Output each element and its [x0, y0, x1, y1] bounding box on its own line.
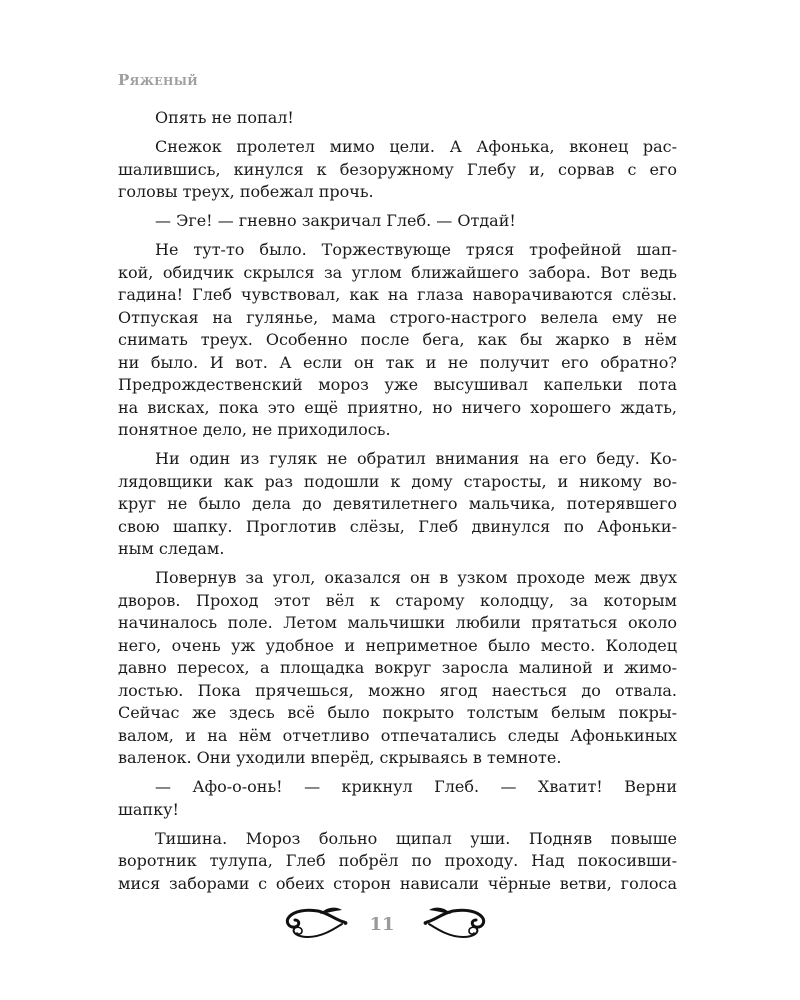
- running-title: Ряженый: [118, 71, 198, 89]
- flourish-right-icon: [423, 902, 495, 944]
- text-line: — Афо-о-онь! — крикнул Глеб. — Хватит! Верни: [155, 777, 677, 796]
- text-line: круг не было дела до девятилетнего мальчика, потерявшего: [118, 494, 677, 513]
- text-line: валенок. Они уходили вперёд, скрываясь в темноте.: [118, 748, 562, 767]
- text-line: Сейчас же здесь всё было покрыто толстым белым покры-: [118, 703, 677, 722]
- text-line: Тишина. Мороз больно щипал уши. Подняв повыше: [155, 828, 677, 848]
- text-line: лостью. Пока прячешься, можно ягод наесться до отвала.: [118, 680, 677, 700]
- text-line: кой, обидчик скрылся за углом ближайшего забора. Вот ведь: [118, 262, 677, 282]
- paragraph: [118, 448, 677, 561]
- text-line: лядовщики как раз подошли к дому старосты, и никому во-: [118, 471, 677, 491]
- text-line: валом, и на нём отчетливо отпечатались следы Афонькиных: [118, 725, 677, 745]
- flourish-left-icon: [276, 902, 348, 944]
- paragraph: [118, 239, 677, 442]
- text-line: гадина! Глеб чувствовал, как на глаза наворачиваются слёзы.: [118, 285, 677, 304]
- text-line: шапку!: [118, 799, 179, 819]
- text-line: него, очень уж удобное и неприметное было место. Колодец: [118, 635, 677, 655]
- text-line: мися заборами с обеих сторон нависали чёрные ветви, голоса: [118, 873, 677, 893]
- text-line: Опять не попал!: [155, 108, 294, 127]
- text-line: начиналось поле. Летом мальчишки любили прятаться около: [118, 613, 677, 632]
- paragraph: [118, 136, 677, 204]
- paragraph: [118, 828, 677, 896]
- text-line: давно пересох, а площадка вокруг заросла малиной и жимо-: [118, 658, 677, 677]
- text-line: на висках, пока это ещё приятно, но ничего хорошего ждать,: [118, 397, 677, 417]
- paragraph: [118, 567, 677, 770]
- text-line: Ни один из гуляк не обратил внимания на его беду. Ко-: [155, 449, 677, 468]
- text-line: снимать треух. Особенно после бега, как бы жарко в нём: [118, 330, 677, 349]
- text-line: Предрождественский мороз уже высушивал капельки пота: [118, 375, 677, 394]
- text-line: Снежок пролетел мимо цели. А Афонька, вконец рас-: [155, 137, 677, 156]
- page-number: 11: [369, 914, 395, 935]
- text-line: — Эге! — гневно закричал Глеб. — Отдай!: [155, 211, 516, 230]
- text-body: [118, 107, 677, 895]
- text-line: Отпуская на гулянье, мама строго-настрого велела ему не: [118, 307, 677, 327]
- text-line: головы треух, побежал прочь.: [118, 182, 374, 201]
- paragraph: [118, 107, 677, 130]
- text-line: ни было. И вот. А если он так и не получит его обратно?: [118, 352, 677, 372]
- text-line: ным следам.: [118, 539, 225, 558]
- paragraph: [118, 776, 677, 821]
- paragraph: [118, 210, 677, 233]
- text-line: дворов. Проход этот вёл к старому колодцу, за которым: [118, 590, 677, 610]
- text-line: Повернув за угол, оказался он в узком проходе меж двух: [155, 568, 677, 587]
- text-line: свою шапку. Проглотив слёзы, Глеб двинулся по Афоньки-: [118, 516, 677, 536]
- text-line: понятное дело, не приходилось.: [118, 420, 391, 439]
- text-line: воротник тулупа, Глеб побрёл по проходу. Над покосивши-: [118, 851, 677, 870]
- text-line: Не тут-то было. Торжествующе тряся трофейной шап-: [155, 240, 677, 259]
- text-line: шалившись, кинулся к безоружному Глебу и, сорвав с его: [118, 159, 677, 179]
